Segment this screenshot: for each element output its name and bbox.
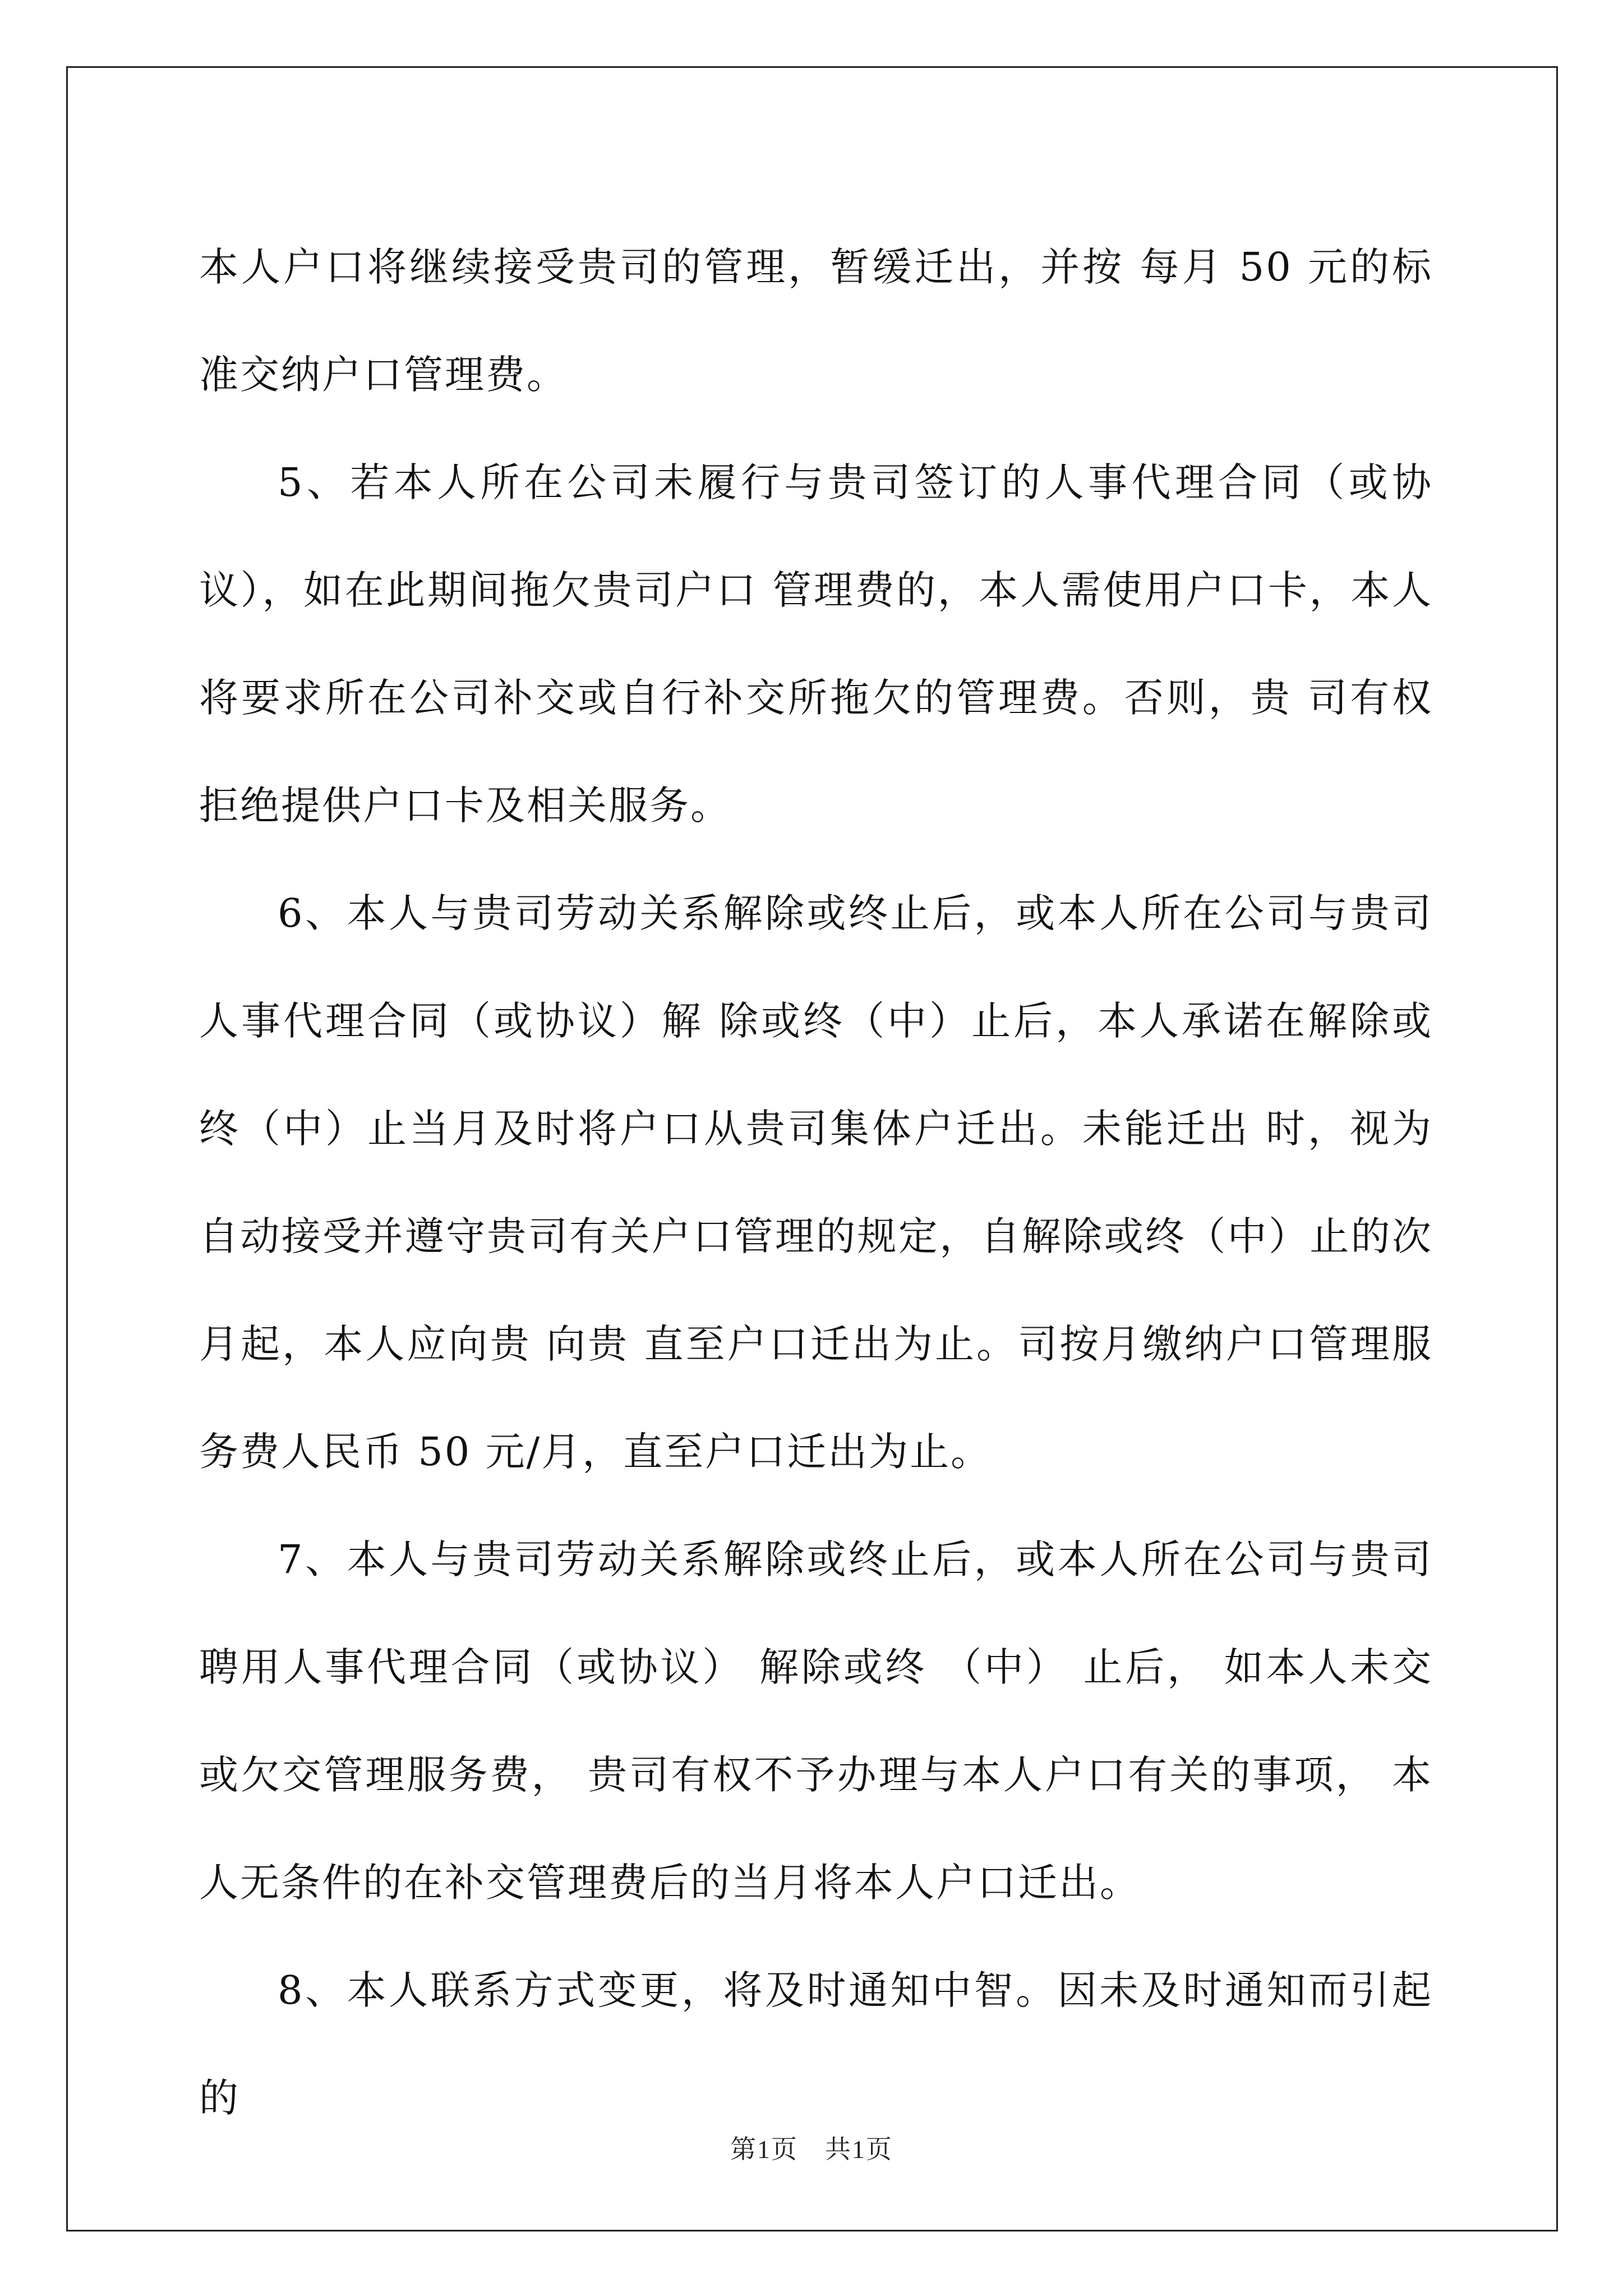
paragraph-item-5: 5、若本人所在公司未履行与贵司签订的人事代理合同（或协议），如在此期间拖欠贵司户口 管理费的，本人需使用户口卡，本人将要求所在公司补交或自行补交所拖欠的管理费。否则，贵 司有权拒绝提供户口卡及相关服务。 [199,459,1433,829]
page-footer: 第1页 共1页 [730,2135,893,2164]
paragraph-item-8: 8、本人联系方式变更，将及时通知中智。因未及时通知而引起的 [199,1967,1433,2121]
paragraph-item-6: 6、本人与贵司劳动关系解除或终止后，或本人所在公司与贵司人事代理合同（或协议）解 除或终（中）止后，本人承诺在解除或终（中）止当月及时将户口从贵司集体户迁出。未能迁出 时，视为自动接受并遵守贵司有关户口管理的规定，自解除或终（中）止的次月起，本人应向贵 向贵 直至户口迁出为止。司按月缴纳户口管理服务费人民币 50 元/月，直至户口迁出为止。 [199,890,1433,1475]
paragraph-continuation: 本人户口将继续接受贵司的管理，暂缓迁出，并按 每月 50 元的标准交纳户口管理费。 [199,244,1433,398]
document-body [199,213,1433,2152]
paragraph-item-7: 7、本人与贵司劳动关系解除或终止后，或本人所在公司与贵司聘用人事代理合同（或协议） 解除或终 （中） 止后， 如本人未交或欠交管理服务费， 贵司有权不予办理与本人户口有关的事项， 本人无条件的在补交管理费后的当月将本人户口迁出。 [199,1536,1433,1906]
